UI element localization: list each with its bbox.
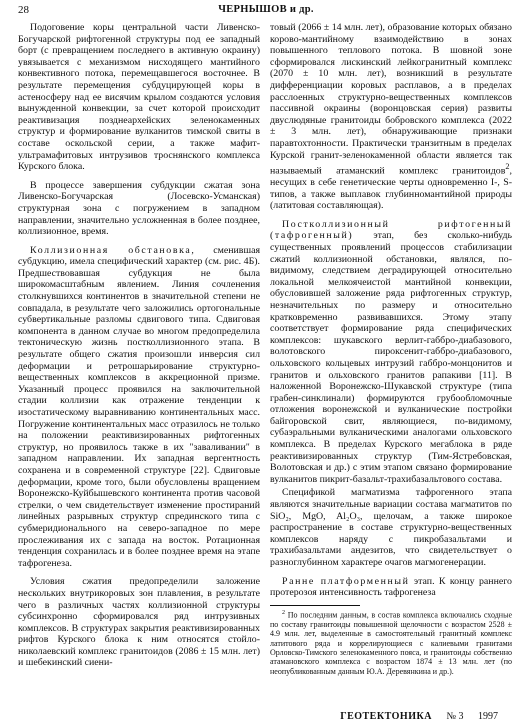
paragraph [270,22,512,212]
paragraph-text: этап, без сколько-нибудь существенных проявлений процессов стабилизации сжатий коллизионной обстановки, являлся, по-видимому, следствием деградирующей относительно локальной мелкоячеистой мантийной конвекции, обусловившей заложение ряда рифтогенных структур, незначительных по размеру и относительно кратковременно развивавшихся. Этому этапу соответствует формирование ряда специфических комплексов: шукавского верлит-габбро-диабазового, волотовского пироксенит-габбро-диабазового, ольховского кольцевых интрузий габбро-монцонитов и гранитов и ольховского гранитов рапакиви [11]. В наложенной Воронежско-Шукавской структуре (типа грабен-синклинали) формируются грубообломочные отложения воронежской и вулканические постройки байгоровской свит, являющиеся, по-видимому, субаэральными вулканическими аналогами ольховского комплекса. В пределах Курского мегаблока в ряде реактивизированных структур (Тим-Ястребовская, Волотовская и др.) с этим этапом связано формирование вулканитов пикрит-базальт-трахибазальтового состава. [270,230,512,485]
footnote-text: По последним данным, в состав комплекса включались сходные по составу гранитоиды повышенной щелочности с возрастом 2528 ± 4.9 млн. лет, выделенные в самостоятельный гранитный комплекс латитового ряда и коррелирующиеся с калиевыми гранитами Орловско-Тимского зеленокаменного пояса, и гранитоиды собственно атамановского комплекса с возрастом 1874 ± 13 млн. лет (по неопубликованным данным Ю.А. Деревянкина и др.). [270,610,512,676]
paragraph-text: этап. К концу раннего протерозоя интенсивность тафрогенеза [270,575,512,599]
footnote-divider [270,605,360,606]
paragraph-text: , несущих в себе генетические черты одновременно I-, S-типов, а также выплавок глубинномантийной природы (латитовая составляющая). [270,165,512,212]
paragraph-text: сменившая субдукцию, имела специфический характер (см. рис. 4Б). Предшествовавшая субдукция не была широкомасштабным явлением. Линия сочленения столкнувшихся континентов в значительной степени не совпадала, в результате чего заложились ортогональные субвертикальные разломы сдвигового типа. Сдвиговая компонента в данном случае во многом предопределила тектоническую жизнь постколлизионного этапа. В результате общего сжатия произошли инверсия сил деформации и ретрошарьирование структурно-вещественных комплексов в аккреционной призме. Указанный процесс проявился на заключительной стадии коллизии как отражение тенденции к изостатическому выравниванию континентальных масс. Погружение континентальных масс отразилось не только на положении реактивизированных рифтогенных структур, но проявилось также в их "заваливании" в западном направлении. Их западная вергентность сохранена и в современной структуре [22]. Сдвиговые деформации, кроме того, были обусловлены вращением Воронежско-Куйбышевского континента против часовой стрелки, о чем свидетельствует изменение простираний линейных разрывных структур спрединского типа с субмеридионального на северо-западное по мере прослеживания их с запада на восток. Ротационная тенденция сохранилась и в более позднее время на этапе тафрогенеза. [18,244,261,569]
journal-name: ГЕОТЕКТОНИКА [340,711,432,722]
paragraph: Спецификой магматизма тафрогенного этапа являются значительные вариации состава магматитов по SiO₂, MgO, Al₂O₃, щелочам, а также широкое распространение в составе структурно-вещественных комплексов наряду с пикробазальтами и трахибазальтами андезитов, что свидетельствует о разноглубинном характере очагов магмогенерации. [270,487,512,569]
page-number: 28 [18,4,29,16]
left-column [18,22,260,671]
paragraph [18,245,260,570]
paragraph [270,576,512,599]
paragraph: В процессе завершения субдукции сжатая зона Ливенско-Богучарская (Лосевско-Усманская) структурная зона с погружением в западном направлении, значительно усложненная в более позднее, коллизионное, время. [18,179,260,238]
running-head-authors: ЧЕРНЫШОВ и др. [218,4,314,15]
footnote-ref: 2 [505,162,510,172]
footnote [270,609,512,677]
right-column [270,22,512,678]
page-footer [328,711,498,722]
page-header [18,4,514,20]
paragraph [270,219,512,486]
inline-heading: Ранне платформенный [282,575,410,587]
inline-heading: Постколлизионный рифтогенный (тафрогенный) [270,218,512,242]
issue-number: № 3 [446,711,464,722]
paragraph: Условия сжатия предопределили заложение нескольких внутрикоровых зон плавления, в результате чего в различных частях коллизионной структуры субсинхронно сформировался ряд интрузивных комплексов. В структурах закрытия реактивизированных рифтов Курского блока к ним относятся стойло-николаевский комплекс гранитоидов (2086 ± 15 млн. лет) и шебекинский сиени- [18,576,260,669]
inline-heading: Коллизионная обстановка, [30,244,196,256]
paragraph: Подоговение коры центральной части Ливенско-Богучарской рифтогенной структуры под ее западный борт (с превращением последнего в активную окраину) увязывается с механизмом нисходящего мантийного конвективного потока, перемещавшегося восточнее. В результате перемещения субдуцирующей коры в астеносферу над ее висячим крылом создаются условия вынужденной конвекции, за счет которой происходит реактивизация позднеархейских зеленокаменных структур и формирование вулканитов тимской свиты в составе оскольской серии, а также мафит-ультрамафитовых интрузивов троснянского комплекса Курского блока. [18,22,260,173]
footnote-mark: 2 [282,609,285,616]
publication-year: 1997 [478,711,498,722]
paragraph-text: товый (2066 ± 14 млн. лет), образование которых обязано корово-мантийному взаимодействию в зонах повышенного теплового потока. В шовной зоне сформировался лискинский лейкогранитный комплекс (2070 ± 10 млн. лет), возникший в результате дифференциации коровых расплавов, а в пределах расслоенных структурно-вещественных комплексов пассивной окраины (воронцовская серия) развиты двуслюдяные гранитоиды бобровского комплекса (2022 ± 3 млн. лет), обнаруживающие признаки паравтохтонности. Практически транзитным в пределах Курской гранит-зеленокаменной области является так называемый атаманский комплекс гранитоидов [270,22,512,177]
